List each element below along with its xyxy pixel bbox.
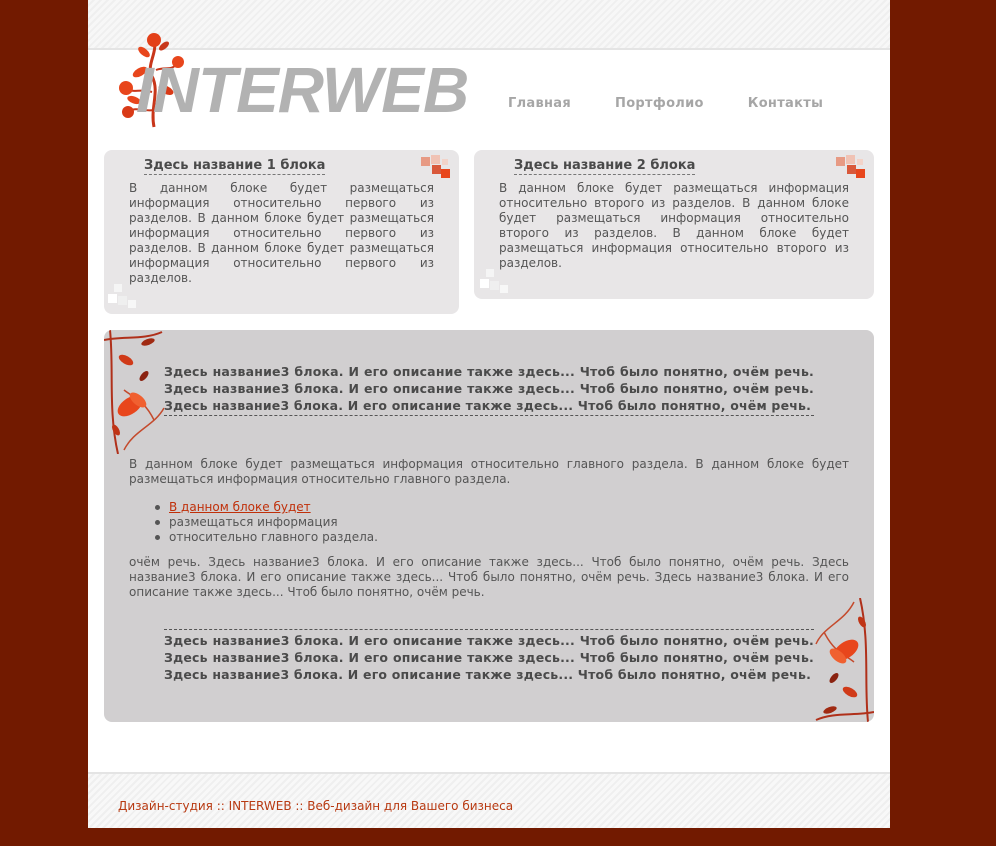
list-item: относительно главного раздела. <box>154 530 378 545</box>
block-2-title[interactable]: Здесь название 2 блока <box>514 158 696 173</box>
block-2-text: В данном блоке будет размещаться информация относительно второго из разделов. В данном блоке будет размещаться информация относительно второго из разделов. В данном блоке будет размещаться информация относительно второго из разделов. <box>499 181 849 270</box>
footer-text: Дизайн-студия :: INTERWEB :: Веб-дизайн для Вашего бизнеса <box>118 799 514 813</box>
puzzle-pieces-icon <box>836 155 868 181</box>
list-item-link[interactable]: В данном блоке будет <box>169 500 311 514</box>
main-nav <box>508 96 823 111</box>
block-1-title[interactable]: Здесь название 1 блока <box>144 158 326 173</box>
info-block-1 <box>104 150 459 314</box>
floral-corner-icon <box>104 330 166 454</box>
floral-corner-icon <box>814 598 874 722</box>
block-1-text: В данном блоке будет размещаться информация относительно первого из разделов. В данном блоке будет размещаться информация относительно первого из разделов. В данном блоке будет размещаться информация относительно первого из разделов. <box>129 181 434 285</box>
info-block-2 <box>474 150 874 299</box>
puzzle-pieces-icon <box>108 284 138 310</box>
nav-item-portfolio[interactable]: Портфолио <box>615 96 704 111</box>
main-paragraph-2: очём речь. Здесь название3 блока. И его описание также здесь... Чтоб было понятно, очём речь. Здесь название3 блока. И его описание также здесь... Чтоб было понятно, очём речь. Здесь название3 блока. И его описание также здесь... Чтоб было понятно, очём речь. <box>129 555 849 599</box>
logo-text: INTERWEB <box>136 54 469 126</box>
footer <box>88 772 890 828</box>
section-3-title-top: Здесь название3 блока. И его описание также здесь... Чтоб было понятно, очём речь. Здесь название3 блока. И его описание также здесь... Чтоб было понятно, очём речь. Здесь название3 блока. И его описание также здесь... Чтоб было понятно, очём речь. <box>164 363 814 416</box>
main-list <box>154 500 378 545</box>
site-logo[interactable] <box>114 32 469 128</box>
main-content-block <box>104 330 874 722</box>
puzzle-pieces-icon <box>421 155 453 181</box>
page-container <box>88 0 890 828</box>
nav-item-home[interactable]: Главная <box>508 96 572 111</box>
nav-item-contacts[interactable]: Контакты <box>747 96 824 111</box>
list-item: размещаться информация <box>154 515 378 530</box>
main-paragraph-1: В данном блоке будет размещаться информация относительно главного раздела. В данном блоке будет размещаться информация относительно главного раздела. <box>129 457 849 486</box>
list-item[interactable] <box>154 500 378 515</box>
section-3-title-bottom: Здесь название3 блока. И его описание также здесь... Чтоб было понятно, очём речь. Здесь название3 блока. И его описание также здесь... Чтоб было понятно, очём речь. Здесь название3 блока. И его описание также здесь... Чтоб было понятно, очём речь. <box>164 629 814 683</box>
puzzle-pieces-icon <box>480 269 512 297</box>
